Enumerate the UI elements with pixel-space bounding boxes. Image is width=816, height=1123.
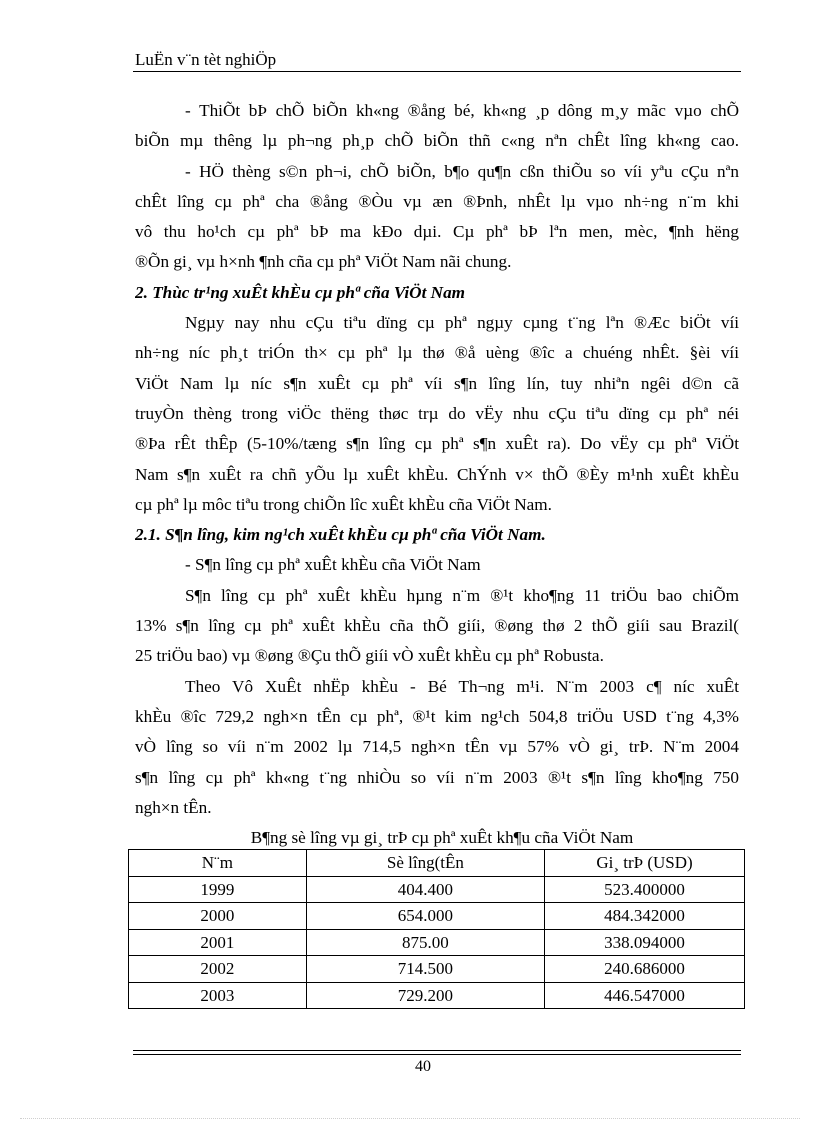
paragraph-line: 25 triÖu bao) vµ ®øng ®Çu thÕ giíi vÒ xuÊt khÈu cµ phª Robusta. [135,646,604,666]
cell-value: 338.094000 [545,929,745,956]
paragraph-line: S¶n lîng cµ phª xuÊt khÈu hµng n¨m ®¹t kho¶ng 11 triÖu bao chiÕm [185,585,739,605]
table-row [129,982,745,1009]
paragraph-line: Nam s¶n xuÊt ra chñ yÕu lµ xuÊt khÈu. ChÝnh v× thÕ ®Èy m¹nh xuÊt khÈu [135,464,739,484]
cell-year: 2000 [129,903,307,930]
header-cell-quantity: Sè lîng(tÊn [306,850,544,877]
cell-year: 1999 [129,876,307,903]
table-row [129,929,745,956]
cell-year: 2002 [129,956,307,983]
footer-rule [133,1054,741,1055]
paragraph-line: biÕn mµ thêng lµ ph¬ng ph¸p chÕ biÕn thñ c«ng nªn chÊt lîng kh«ng cao. [135,131,739,151]
paragraph-line: - ThiÕt bÞ chÕ biÕn kh«ng ®ång bé, kh«ng ¸p dông m¸y mãc vµo chÕ [185,101,739,120]
paragraph-line: ®Þa rÊt thÊp (5-10%/tæng s¶n lîng cµ phª s¶n xuÊt ra). Do vËy cµ phª ViÖt [135,434,739,454]
paragraph-line: cµ phª lµ môc tiªu trong chiÕn lîc xuÊt khÈu cña ViÖt Nam. [135,494,552,514]
cell-quantity: 729.200 [306,982,544,1009]
paragraph-line: vÒ lîng so víi n¨m 2002 lµ 714,5 ngh×n tÊn vµ 57% vÒ gi¸ trÞ. N¨m 2004 [135,737,739,757]
paragraph-line: ®Õn gi¸ vµ h×nh ¶nh cña cµ phª ViÖt Nam nãi chung. [135,252,512,272]
table-row [129,956,745,983]
paragraph-line: Theo Vô XuÊt nhËp khÈu - Bé Th¬ng m¹i. N¨m 2003 c¶ níc xuÊt [185,676,739,696]
cell-year: 2001 [129,929,307,956]
header-cell-year: N¨m [129,850,307,877]
page-edge-divider [20,1118,800,1119]
page-number: 40 [415,1058,431,1075]
paragraph-line: - S¶n lîng cµ phª xuÊt khÈu cña ViÖt Nam [185,555,481,575]
table-header-row [129,850,745,877]
paragraph-line: Ngµy nay nhu cÇu tiªu dïng cµ phª ngµy cµng t¨ng lªn ®Æc biÖt víi [185,313,739,333]
footer-rule [133,1050,741,1051]
paragraph-line: chÊt lîng cµ phª cha ®ång ®Òu vµ æn ®Þnh, nhÊt lµ vµo nh÷ng n¨m khi [135,191,739,211]
subsection-heading: 2.1. S¶n lîng, kim ng¹ch xuÊt khÈu cµ phª cña ViÖt Nam. [135,525,546,545]
cell-value: 523.400000 [545,876,745,903]
cell-quantity: 714.500 [306,956,544,983]
header-rule [133,71,741,72]
cell-quantity: 875.00 [306,929,544,956]
section-heading: 2. Thùc tr¹ng xuÊt khÈu cµ phª cña ViÖt Nam [135,282,466,302]
paragraph-line: vô thu ho¹ch cµ phª bÞ ma kÐo dµi. Cµ phª bÞ lªn men, mèc, ¶nh hëng [135,222,739,242]
cell-quantity: 654.000 [306,903,544,930]
paragraph-line: ngh×n tÊn. [135,797,212,817]
paragraph-line: - HÖ thèng s©n ph¬i, chÕ biÕn, b¶o qu¶n cßn thiÕu so víi yªu cÇu nªn [185,161,739,181]
paragraph-line: khÈu ®îc 729,2 ngh×n tÊn cµ phª, ®¹t kim ng¹ch 504,8 triÖu USD t¨ng 4,3% [135,706,739,726]
table-caption: B¶ng sè lîng vµ gi¸ trÞ cµ phª xuÊt kh¶u cña ViÖt Nam [250,828,634,848]
paragraph-line: 13% s¶n lîng cµ phª xuÊt khÈu cña thÕ giíi, ®øng thø 2 thÕ giíi sau Brazil( [135,616,739,636]
header-cell-value: Gi¸ trÞ (USD) [545,850,745,877]
export-data-table [128,849,745,1009]
cell-value: 484.342000 [545,903,745,930]
body-text [135,96,739,853]
paragraph-line: nh÷ng níc ph¸t triÓn th× cµ phª lµ thø ®å uèng ®îc a chuéng nhÊt. §èi víi [135,343,739,363]
table-row [129,876,745,903]
table-row [129,903,745,930]
paragraph-line: truyÒn thèng trong viÖc thëng thøc trµ do vËy nhu cÇu tiªu dïng cµ phª néi [135,403,739,423]
paragraph-line: ViÖt Nam lµ níc s¶n xuÊt cµ phª víi s¶n lîng lín, tuy nhiªn ngêi d©n cã [135,373,739,393]
paragraph-line: s¶n lîng cµ phª kh«ng t¨ng nhiÒu so víi n¨m 2003 ®¹t s¶n lîng kho¶ng 750 [135,767,739,787]
cell-value: 240.686000 [545,956,745,983]
cell-quantity: 404.400 [306,876,544,903]
running-header: LuËn v¨n tèt nghiÖp [135,50,277,69]
cell-value: 446.547000 [545,982,745,1009]
cell-year: 2003 [129,982,307,1009]
